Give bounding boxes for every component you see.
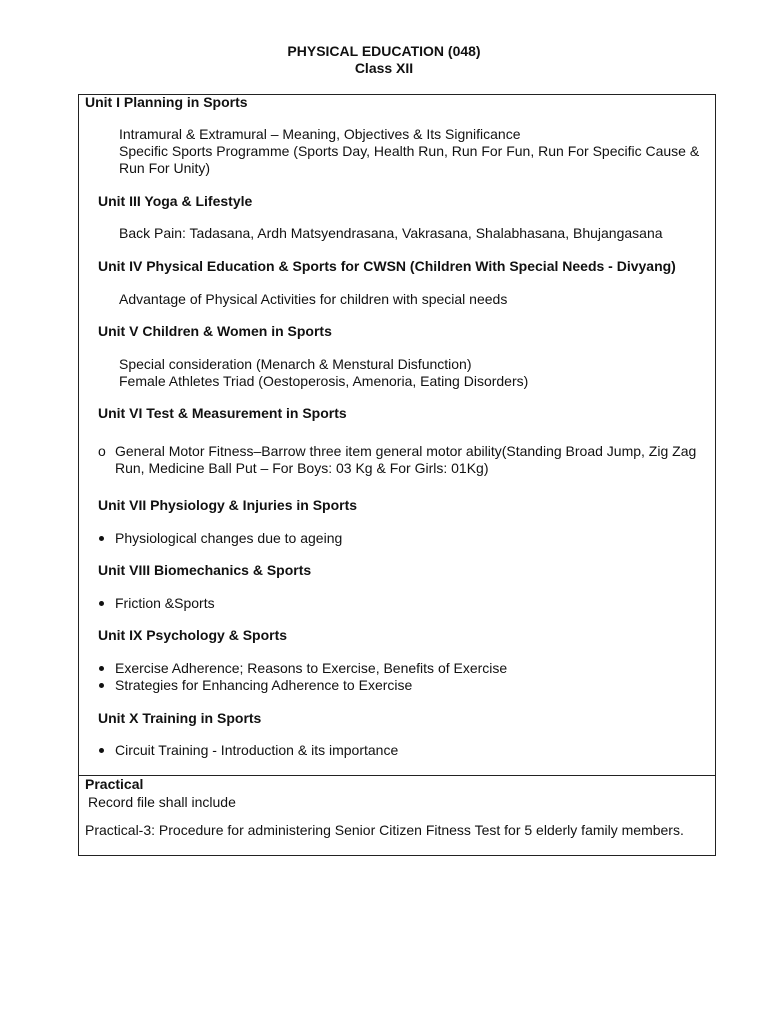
document-subtitle: Class XII (354, 60, 414, 76)
unit-8-heading: Unit VIII Biomechanics & Sports (98, 562, 312, 578)
unit-1-heading: Unit I Planning in Sports (85, 94, 248, 110)
practical-box (78, 775, 716, 856)
unit-7-heading: Unit VII Physiology & Injuries in Sports (98, 497, 358, 513)
practical-line-2: Practical-3: Procedure for administering Senior Citizen Fitness Test for 5 elderly family members. (85, 822, 684, 838)
unit-5-heading: Unit V Children & Women in Sports (98, 323, 332, 339)
bullet-icon (99, 748, 104, 753)
unit-9-heading: Unit IX Psychology & Sports (98, 627, 288, 643)
unit-6-line-2: Run, Medicine Ball Put – For Boys: 03 Kg & For Girls: 01Kg) (115, 460, 489, 476)
bullet-icon (99, 666, 104, 671)
unit-5-line-1: Special consideration (Menarch & Menstural Disfunction) (119, 356, 472, 372)
unit-8-item-1: Friction &Sports (115, 595, 215, 611)
practical-heading: Practical (85, 776, 144, 792)
bullet-icon (99, 683, 104, 688)
unit-1-line-2: Specific Sports Programme (Sports Day, Health Run, Run For Fun, Run For Specific Cause & (119, 143, 700, 159)
unit-6-line-1: General Motor Fitness–Barrow three item general motor ability(Standing Broad Jump, Zig Zag (115, 443, 697, 459)
list-marker: o (98, 443, 106, 459)
document-title: PHYSICAL EDUCATION (048) (287, 43, 481, 59)
bullet-icon (99, 601, 104, 606)
unit-4-heading: Unit IV Physical Education & Sports for CWSN (Children With Special Needs - Divyang) (98, 258, 676, 274)
bullet-icon (99, 536, 104, 541)
unit-4-line-1: Advantage of Physical Activities for children with special needs (119, 291, 508, 307)
unit-3-line-1: Back Pain: Tadasana, Ardh Matsyendrasana, Vakrasana, Shalabhasana, Bhujangasana (119, 225, 663, 241)
practical-line-1: Record file shall include (88, 794, 236, 810)
unit-3-heading: Unit III Yoga & Lifestyle (98, 193, 253, 209)
unit-10-item-1: Circuit Training - Introduction & its importance (115, 742, 399, 758)
unit-9-item-1: Exercise Adherence; Reasons to Exercise, Benefits of Exercise (115, 660, 508, 676)
unit-9-item-2: Strategies for Enhancing Adherence to Exercise (115, 677, 413, 693)
unit-7-item-1: Physiological changes due to ageing (115, 530, 343, 546)
unit-1-line-1: Intramural & Extramural – Meaning, Objectives & Its Significance (119, 126, 521, 142)
unit-10-heading: Unit X Training in Sports (98, 710, 262, 726)
document-title-block (0, 43, 768, 77)
unit-6-heading: Unit VI Test & Measurement in Sports (98, 405, 347, 421)
unit-5-line-2: Female Athletes Triad (Oestoperosis, Amenoria, Eating Disorders) (119, 373, 529, 389)
unit-1-line-3: Run For Unity) (119, 160, 211, 176)
